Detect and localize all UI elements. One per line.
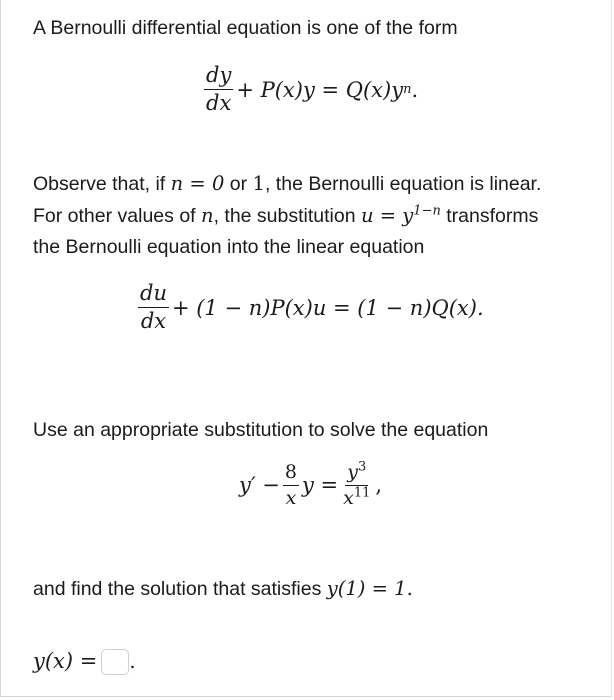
math-var: n xyxy=(201,204,214,227)
answer-row xyxy=(33,646,136,677)
fraction-numerator: dy xyxy=(204,64,233,90)
initial-condition: y(1) = 1 xyxy=(326,577,407,600)
equation-end: . xyxy=(411,77,419,102)
intro-text: A Bernoulli differential equation is one of the form xyxy=(33,17,458,39)
observation-paragraph xyxy=(33,168,541,263)
exponent: 1−n xyxy=(413,203,441,219)
observation-line-1 xyxy=(33,168,541,200)
equation-end: , xyxy=(375,473,383,498)
fraction-numerator: 8 xyxy=(283,462,299,486)
base: y xyxy=(347,461,358,483)
bernoulli-equation: $\frac{dy}{dx}$ + P(x)y = Q(x)y n . xyxy=(206,63,419,116)
base: x xyxy=(343,486,354,509)
math-condition: n = 0 xyxy=(170,172,225,195)
text-span: , the Bernoulli equation is linear. xyxy=(264,173,542,195)
text-span: or xyxy=(224,173,253,195)
fraction-denominator: x xyxy=(285,486,297,509)
exponent: 3 xyxy=(358,459,367,475)
text-span: , the substitution xyxy=(213,205,361,227)
task-text: Use an appropriate substitution to solve the equation xyxy=(33,419,489,441)
exponent: 11 xyxy=(353,485,371,501)
coefficient-fraction xyxy=(283,462,299,509)
fraction-denominator: dx xyxy=(206,91,232,116)
observation-line-2 xyxy=(33,200,541,232)
rhs-fraction xyxy=(341,459,372,509)
equation-body: + (1 − n)P(x)u = (1 − n)Q(x). xyxy=(171,295,484,320)
text-span: For other values of xyxy=(33,205,201,227)
derivative-fraction xyxy=(138,282,169,333)
fraction-numerator xyxy=(345,459,368,486)
fraction-denominator xyxy=(341,486,372,509)
answer-end: . xyxy=(129,650,136,673)
text-span: and find the solution that satisfies xyxy=(33,578,327,600)
math-substitution: u = y xyxy=(360,204,414,227)
equation-lhs: y′ − xyxy=(239,473,280,498)
condition-text xyxy=(33,573,413,605)
equation-middle: y = xyxy=(302,473,339,498)
math-value: 1 xyxy=(252,172,265,195)
text-span: . xyxy=(406,577,413,600)
equation-body: + P(x)y = Q(x)y xyxy=(236,77,404,102)
fraction-numerator: du xyxy=(138,282,169,308)
given-equation xyxy=(239,459,383,509)
answer-input[interactable] xyxy=(101,649,129,675)
answer-label: y(x) = xyxy=(33,649,98,673)
fraction-denominator: dx xyxy=(140,309,167,334)
text-span: Observe that, if xyxy=(33,173,171,195)
derivative-fraction xyxy=(204,64,233,115)
text-span: transforms xyxy=(440,205,539,227)
observation-line-3: the Bernoulli equation into the linear equation xyxy=(33,236,425,258)
linear-equation xyxy=(135,282,484,333)
